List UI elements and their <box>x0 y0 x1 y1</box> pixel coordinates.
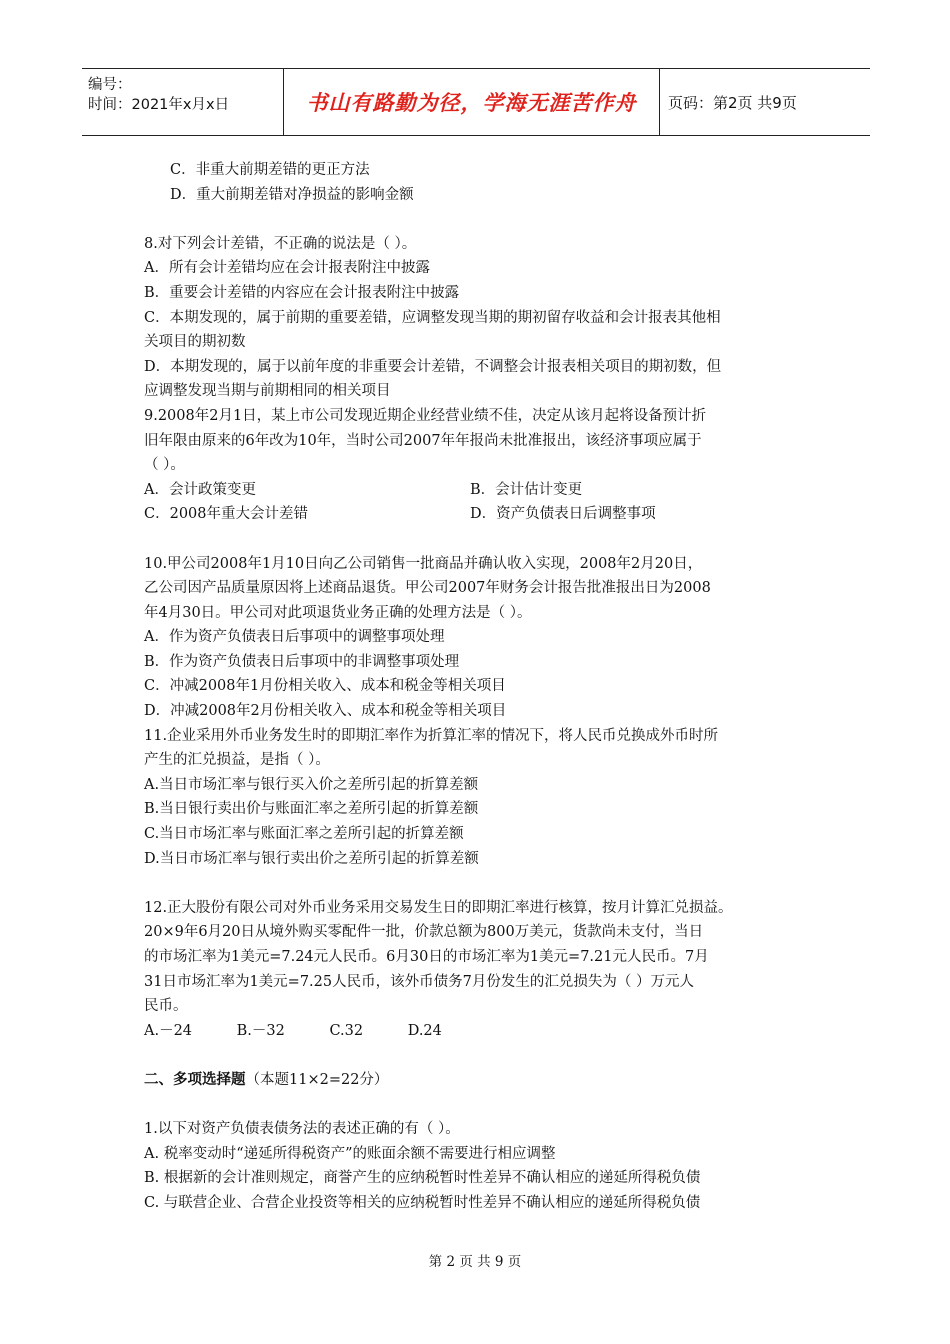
section-note: （本题11×2=22分） <box>245 1071 389 1088</box>
question-stem: 旧年限由原来的6年改为10年，当时公司2007年年报尚未批准报出，该经济事项应属于 <box>144 432 702 449</box>
option-d: D.24 <box>407 1022 442 1039</box>
option-a: A．会计政策变更 <box>144 481 256 498</box>
option-line: 关项目的期初数 <box>144 334 246 351</box>
option-line: 应调整发现当期与前期相同的相关项目 <box>144 383 391 400</box>
option-c: C.32 <box>329 1022 364 1039</box>
option-line: C．本期发现的，属于前期的重要差错，应调整发现当期的期初留存收益和会计报表其他相 <box>144 309 721 326</box>
option-line: D．本期发现的，属于以前年度的非重要会计差错，不调整会计报表相关项目的期初数，但 <box>144 358 722 375</box>
page-footer: 第 2 页 共 9 页 <box>428 1254 522 1270</box>
question-stem: 8.对下列会计差错，不正确的说法是（ ）。 <box>144 235 417 252</box>
option-a: A.－24 <box>144 1022 193 1039</box>
option-line: D．重大前期差错对净损益的影响金额 <box>170 186 414 203</box>
question-stem: 9.2008年2月1日，某上市公司发现近期企业经营业绩不佳，决定从该月起将设备预计折 <box>144 407 707 424</box>
option-line: B. 根据新的会计准则规定，商誉产生的应纳税暂时性差异不确认相应的递延所得税负债 <box>144 1170 701 1187</box>
option-line: C．非重大前期差错的更正方法 <box>170 162 370 178</box>
option-line: B.当日银行卖出价与账面汇率之差所引起的折算差额 <box>144 801 479 818</box>
header-info-cell <box>82 69 284 135</box>
question-stem: 乙公司因产品质量原因将上述商品退货。甲公司2007年财务会计报告批准报出日为2008 <box>144 580 711 597</box>
question-stem: 11.企业采用外币业务发生时的即期汇率作为折算汇率的情况下，将人民币兑换成外币时所 <box>144 727 719 744</box>
question-stem: 1.以下对资产负债表债务法的表述正确的有（ ）。 <box>144 1121 460 1138</box>
option-line: D.当日市场汇率与银行卖出价之差所引起的折算差额 <box>144 850 479 867</box>
option-line: A．作为资产负债表日后事项中的调整事项处理 <box>144 629 445 646</box>
option-c: C．2008年重大会计差错 <box>144 506 308 523</box>
question-stem: 的市场汇率为1美元=7.24元人民币。6月30日的市场汇率为1美元=7.21元人民币。7月 <box>144 949 709 965</box>
option-row <box>144 478 844 503</box>
option-line: D．冲减2008年2月份相关收入、成本和税金等相关项目 <box>144 703 507 720</box>
option-row <box>144 502 844 527</box>
question-stem: 产生的汇兑损益，是指（ ）。 <box>144 752 330 769</box>
option-row <box>144 1019 844 1044</box>
option-line: A. 税率变动时“递延所得税资产”的账面余额不需要进行相应调整 <box>144 1145 556 1162</box>
question-stem: 20×9年6月20日从境外购买零配件一批，价款总额为800万美元，货款尚未支付，当日 <box>144 924 704 941</box>
code-label: 编号： <box>88 77 132 93</box>
question-stem: （ ）。 <box>144 457 185 474</box>
option-line: A.当日市场汇率与银行买入价之差所引起的折算差额 <box>144 776 479 793</box>
document-body <box>144 158 844 1216</box>
option-line: C. 与联营企业、合营企业投资等相关的应纳税暂时性差异不确认相应的递延所得税负债 <box>144 1194 701 1211</box>
option-b: B.－32 <box>236 1022 285 1039</box>
header-table <box>82 68 870 136</box>
motto: 书山有路勤为径，学海无涯苦作舟 <box>284 69 660 135</box>
option-line: C．冲减2008年1月份相关收入、成本和税金等相关项目 <box>144 678 506 695</box>
question-stem: 12.正大股份有限公司对外币业务采用交易发生日的即期汇率进行核算，按月计算汇兑损益。 <box>144 899 733 916</box>
page-label: 页码：第2页 共9页 <box>668 93 797 112</box>
option-line: C.当日市场汇率与账面汇率之差所引起的折算差额 <box>144 826 464 843</box>
option-line: A．所有会计差错均应在会计报表附注中披露 <box>144 260 430 277</box>
question-stem: 10.甲公司2008年1月10日向乙公司销售一批商品并确认收入实现，2008年2月20日， <box>144 555 703 572</box>
option-line: B．重要会计差错的内容应在会计报表附注中披露 <box>144 284 460 301</box>
option-d: D．资产负债表日后调整事项 <box>470 506 656 523</box>
question-stem: 31日市场汇率为1美元=7.25人民币，该外币债务7月份发生的汇兑损失为（ ）万元人 <box>144 973 694 990</box>
section-title: 二、多项选择题 <box>144 1071 246 1088</box>
option-line: B．作为资产负债表日后事项中的非调整事项处理 <box>144 653 460 670</box>
section-heading <box>144 1068 844 1093</box>
question-stem: 民币。 <box>144 998 188 1015</box>
question-stem: 年4月30日。甲公司对此项退货业务正确的处理方法是（ ）。 <box>144 604 532 621</box>
time-label: 时间：2021年x月x日 <box>88 97 230 113</box>
option-b: B．会计估计变更 <box>470 481 583 498</box>
